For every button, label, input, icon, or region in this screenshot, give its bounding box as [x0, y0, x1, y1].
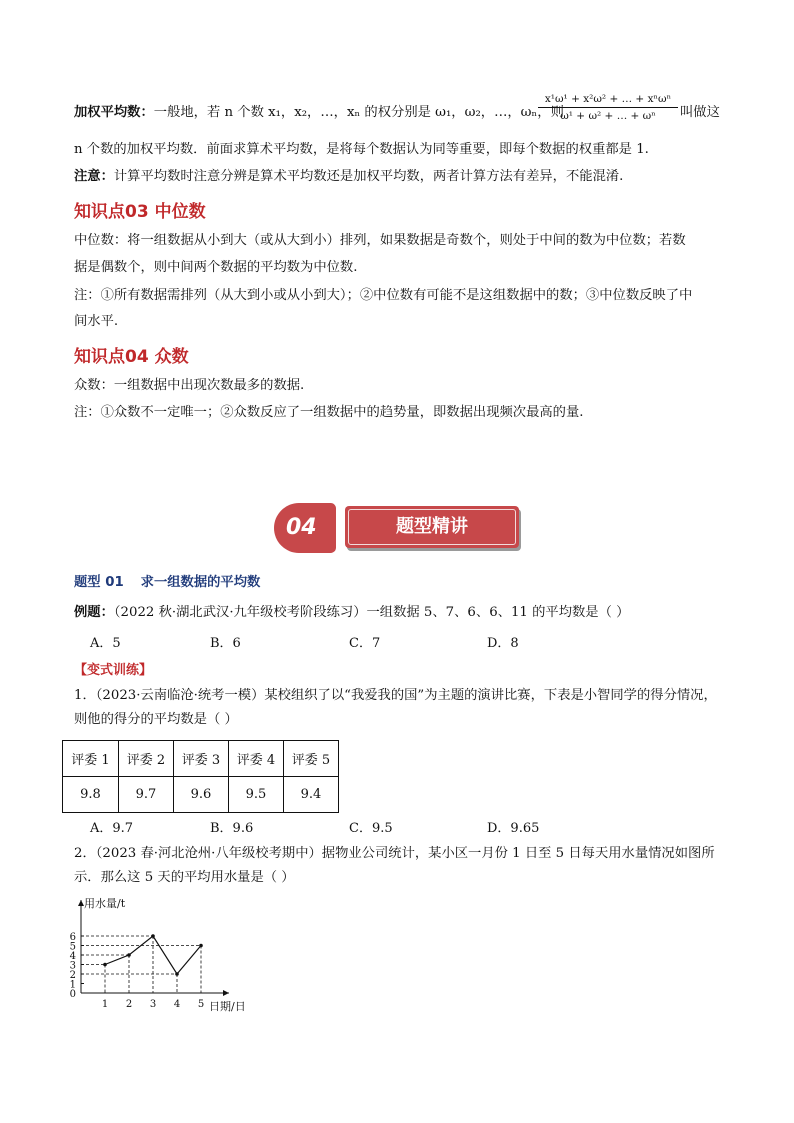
table-cell: 9.4	[284, 777, 339, 813]
data-point	[175, 972, 179, 976]
fraction-numerator: x¹ω¹ + x²ω² + … + xⁿωⁿ	[538, 93, 678, 108]
x-tick-label: 3	[149, 999, 157, 1010]
q1-line1: 1．（2023·云南临沧·统考一模）某校组织了以“我爱我的国”为主题的演讲比赛，下表是小智同学的得分情况，	[74, 688, 717, 703]
banner-number: 04	[286, 515, 317, 540]
example-option-b: B．6	[210, 636, 241, 651]
data-point	[151, 934, 155, 938]
example-label: 例题：	[74, 605, 114, 620]
score-table	[62, 740, 339, 813]
q1-line2: 则他的得分的平均数是（ ）	[74, 712, 238, 727]
x-axis-label: 日期/日	[209, 1000, 246, 1013]
type01-title: 求一组数据的平均数	[140, 575, 261, 590]
weighted-tail: 叫做这	[680, 105, 720, 120]
x-tick-label: 4	[173, 999, 181, 1010]
table-header-cell: 评委 1	[63, 741, 119, 777]
y-tick-label: 6	[69, 932, 76, 943]
kp03-note2: 间水平.	[74, 314, 119, 329]
q1-option-c: C．9.5	[349, 821, 393, 836]
q2-line2: 示．那么这 5 天的平均用水量是（ ）	[74, 870, 295, 885]
y-tick-label: 1	[69, 979, 76, 991]
banner-title-box	[345, 506, 519, 548]
x-tick-label: 5	[197, 999, 205, 1010]
water-usage-chart	[56, 892, 276, 1017]
data-point	[127, 953, 131, 957]
example-text: （2022 秋·湖北武汉·九年级校考阶段练习）一组数据 5、7、6、6、11 的平均数是（ ）	[113, 605, 630, 620]
table-header-cell: 评委 3	[174, 741, 229, 777]
q1-option-b: B．9.6	[210, 821, 254, 836]
table-cell: 9.7	[119, 777, 174, 813]
y-tick-label: 5	[69, 941, 76, 953]
table-row	[63, 777, 339, 813]
data-point	[199, 944, 203, 948]
x-axis-arrow	[223, 990, 229, 996]
y-tick-label: 2	[69, 970, 76, 981]
table-header-cell: 评委 5	[284, 741, 339, 777]
table-cell: 9.5	[229, 777, 284, 813]
example-option-d: D．8	[487, 636, 519, 651]
q2-line1: 2．（2023 春·河北沧州·八年级校考期中）据物业公司统计，某小区一月份 1 日至 5 日每天用水量情况如图所	[74, 846, 715, 861]
kp03-note1: 注：①所有数据需排列（从大到小或从小到大）；②中位数有可能不是这组数据中的数；③中位数反映了中	[74, 288, 693, 303]
type01-heading	[74, 574, 260, 592]
y-tick-label: 3	[69, 960, 76, 972]
weighted-note-line	[74, 168, 623, 186]
kp03-title: 知识点03 中位数	[74, 202, 206, 222]
y-tick-label: 4	[69, 951, 76, 962]
x-tick-label: 2	[125, 999, 133, 1010]
table-cell: 9.6	[174, 777, 229, 813]
fraction-denominator: ω¹ + ω² + … + ωⁿ	[560, 110, 656, 122]
y-axis-label: 用水量/t	[84, 897, 126, 910]
table-row	[63, 741, 339, 777]
example-line	[74, 604, 629, 622]
weighted-fraction	[538, 93, 678, 123]
kp03-def1: 中位数：将一组数据从小到大（或从大到小）排列，如果数据是奇数个，则处于中间的数为中位数；若数	[74, 233, 686, 248]
q1-option-a: A．9.7	[90, 821, 134, 836]
weighted-label: 加权平均数：	[74, 105, 154, 120]
weighted-text: 一般地，若 n 个数 x₁，x₂，…，xₙ 的权分别是 ω₁，ω₂，…，ωₙ，则	[153, 105, 564, 120]
kp03-def2: 据是偶数个，则中间两个数据的平均数为中位数.	[74, 260, 358, 275]
table-header-cell: 评委 2	[119, 741, 174, 777]
data-point	[103, 963, 107, 967]
table-header-cell: 评委 4	[229, 741, 284, 777]
x-tick-label: 1	[101, 999, 109, 1010]
weighted-def-line	[74, 104, 564, 122]
note-label: 注意：	[74, 169, 114, 184]
banner-title: 题型精讲	[348, 509, 516, 545]
type01-label: 题型 01	[74, 575, 124, 590]
example-option-c: C．7	[349, 636, 381, 651]
weighted-line2: n 个数的加权平均数．前面求算术平均数，是将每个数据认为同等重要，即每个数据的权重都是 1.	[74, 142, 649, 157]
kp04-note: 注：①众数不一定唯一；②众数反应了一组数据中的趋势量，即数据出现频次最高的量.	[74, 405, 584, 420]
example-option-a: A．5	[90, 636, 121, 651]
kp04-title: 知识点04 众数	[74, 347, 189, 367]
table-cell: 9.8	[63, 777, 119, 813]
kp04-def: 众数：一组数据中出现次数最多的数据.	[74, 378, 305, 393]
q1-option-d: D．9.65	[487, 821, 540, 836]
y-tick-label: 0	[69, 989, 76, 1000]
practice-tag: 【变式训练】	[74, 663, 153, 678]
weighted-note: 计算平均数时注意分辨是算术平均数还是加权平均数，两者计算方法有差异，不能混淆.	[113, 169, 624, 184]
